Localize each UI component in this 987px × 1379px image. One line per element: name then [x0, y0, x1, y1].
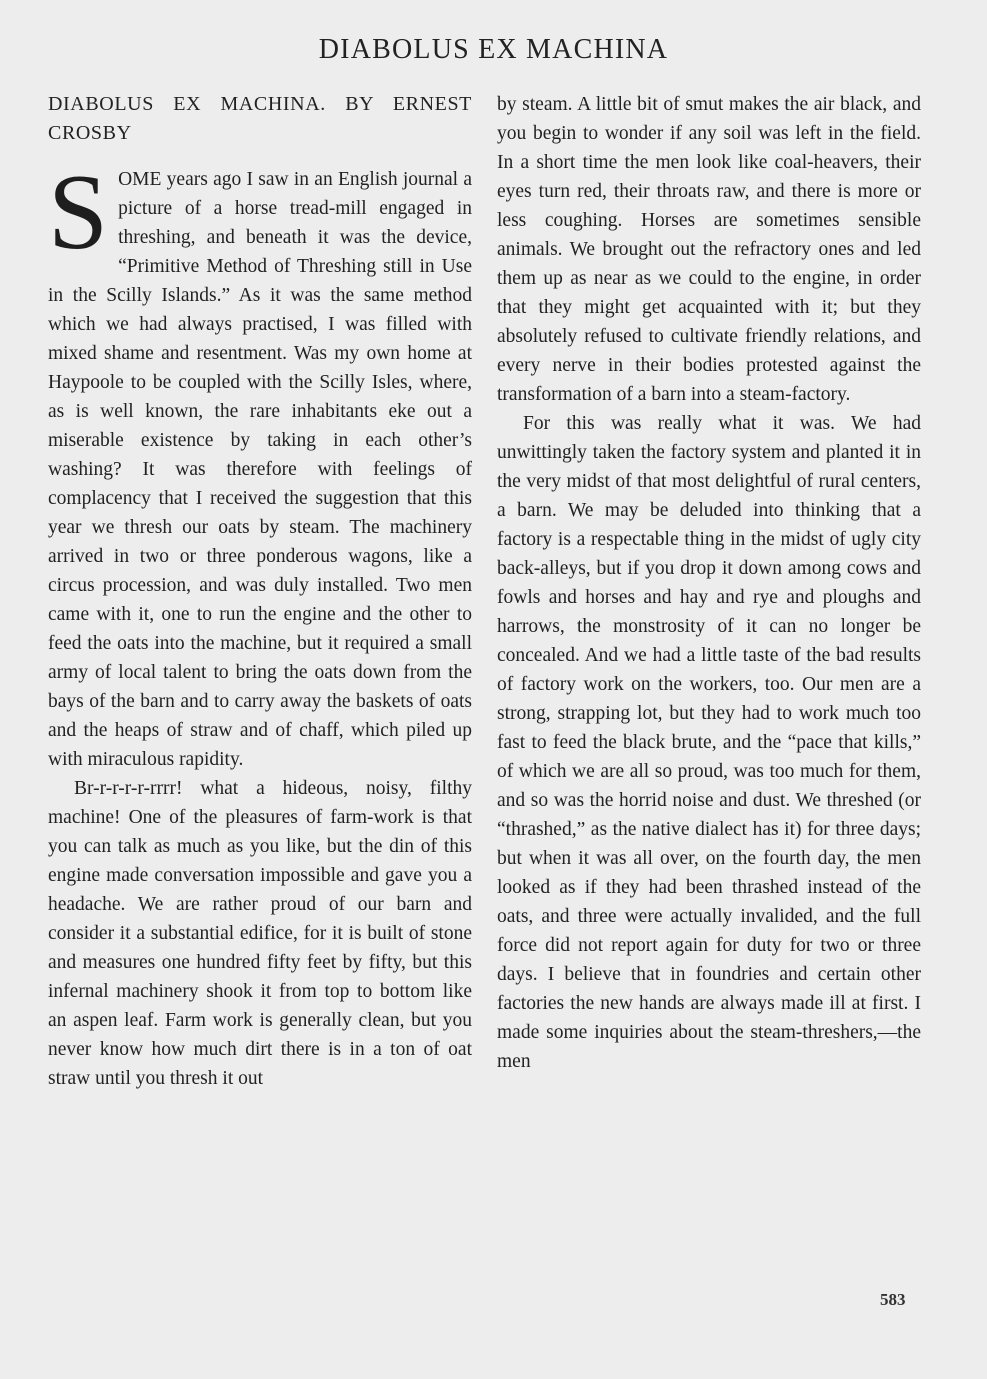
right-column: [497, 90, 921, 1076]
drop-cap: S: [48, 153, 109, 272]
running-head: DIABOLUS EX MACHINA: [318, 34, 669, 65]
paragraph-1-text: OME years ago I saw in an English journal a picture of a horse tread-mill engaged in threshing, and beneath it was the device, “Primitive Method of Threshing still in Use in the Scilly Islands.” As it was the same method which we had always practised, I was filled with mixed shame and resentment. Was my own home at Haypoole to be coupled with the Scilly Isles, where, as is well known, the rare inhabitants eke out a miserable existence by taking in each other’s washing? It was therefore with feelings of complacency that I received the suggestion that this year we thresh our oats by steam. The machinery arrived in two or three ponderous wagons, like a circus procession, and was duly installed. Two men came with it, one to run the engine and the other to feed the oats into the machine, but it required a small army of local talent to bring the oats down from the bays of the barn and to carry away the baskets of oats and the heaps of straw and of chaff, which piled up with miraculous rapidity.: [48, 169, 472, 770]
paragraph-2-continued: by steam. A little bit of smut makes the air black, and you begin to wonder if any soil was left in the field. In a short time the men look like coal-heavers, their eyes turn red, their throats raw, and there is more or less coughing. Horses are sometimes sensible animals. We brought out the refractory ones and led them up as near as we could to the engine, in order that they might get acquainted with it; but they absolutely refused to cultivate friendly relations, and every nerve in their bodies protested against the transformation of a barn into a steam-factory.: [497, 94, 921, 405]
article-title: DIABOLUS EX MACHINA. BY ERNEST CROSBY: [48, 93, 472, 144]
left-column: [48, 90, 472, 1093]
paragraph-3: For this was really what it was. We had unwittingly taken the factory system and planted it in the very midst of that most delightful of rural centers, a barn. We may be deluded into thinking that a factory is a respectable thing in the midst of ugly city back-alleys, but if you drop it down among cows and fowls and horses and hay and rye and ploughs and harrows, the monstrosity of it can no longer be concealed. And we had a little taste of the bad results of factory work on the workers, too. Our men are a strong, strapping lot, but they had to work much too fast to feed the black brute, and the “pace that kills,” of which we are all so proud, was too much for them, and so was the horrid noise and dust. We threshed (or “thrashed,” as the native dialect has it) for three days; but when it was all over, on the fourth day, the men looked as if they had been thrashed instead of the oats, and three were actually invalided, and the full force did not report again for duty for two or three days. I believe that in foundries and certain other factories the new hands are always made ill at first. I made some inquiries about the steam-threshers,—the men: [497, 413, 921, 1072]
page-number: 583: [880, 1290, 906, 1309]
paragraph-2: Br-r-r-r-r-rrrr! what a hideous, noisy, filthy machine! One of the pleasures of farm-work is that you can talk as much as you like, but the din of this engine made conversation impossible and gave you a headache. We are rather proud of our barn and consider it a substantial edifice, for it is built of stone and measures one hundred fifty feet by fifty, but this infernal machinery shook it from top to bottom like an aspen leaf. Farm work is generally clean, but you never know how much dirt there is in a ton of oat straw until you thresh it out: [48, 778, 472, 1089]
paragraph-1: [48, 153, 472, 774]
